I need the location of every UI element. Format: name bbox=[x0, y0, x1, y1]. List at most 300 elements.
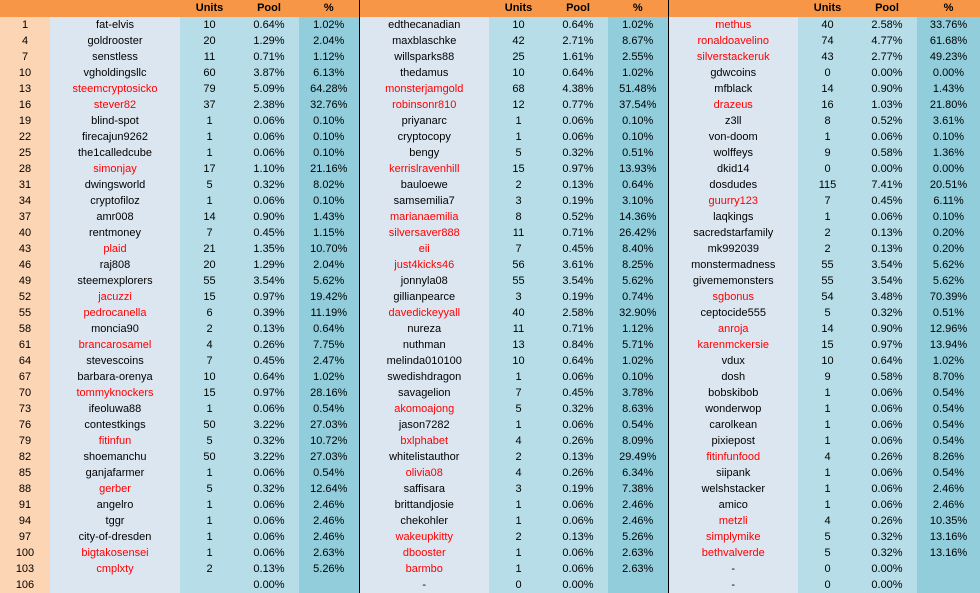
percent-cell[interactable]: 2.46% bbox=[608, 513, 668, 529]
percent-cell[interactable]: 8.67% bbox=[608, 33, 668, 49]
units-cell[interactable]: 8 bbox=[489, 209, 548, 225]
percent-cell[interactable]: 27.03% bbox=[299, 417, 359, 433]
units-cell[interactable]: 15 bbox=[798, 337, 857, 353]
name-cell[interactable]: siipank bbox=[668, 465, 798, 481]
units-cell[interactable]: 4 bbox=[489, 465, 548, 481]
name-cell[interactable]: whitelistauthor bbox=[359, 449, 489, 465]
name-cell[interactable]: davedickeyyall bbox=[359, 305, 489, 321]
pool-cell[interactable]: 0.06% bbox=[239, 513, 299, 529]
percent-cell[interactable]: 1.02% bbox=[917, 353, 980, 369]
percent-cell[interactable]: 0.10% bbox=[299, 129, 359, 145]
header-rank[interactable] bbox=[0, 0, 50, 17]
pool-cell[interactable]: 0.06% bbox=[857, 465, 917, 481]
percent-cell[interactable]: 5.62% bbox=[917, 273, 980, 289]
percent-cell[interactable]: 2.04% bbox=[299, 257, 359, 273]
percent-cell[interactable]: 8.26% bbox=[917, 449, 980, 465]
rank-cell[interactable]: 61 bbox=[0, 337, 50, 353]
pool-cell[interactable]: 0.26% bbox=[857, 449, 917, 465]
units-cell[interactable]: 10 bbox=[180, 17, 239, 33]
rank-cell[interactable]: 97 bbox=[0, 529, 50, 545]
pool-cell[interactable]: 0.97% bbox=[548, 161, 608, 177]
name-cell[interactable]: bauloewe bbox=[359, 177, 489, 193]
pool-cell[interactable]: 3.54% bbox=[857, 257, 917, 273]
name-cell[interactable]: carolkean bbox=[668, 417, 798, 433]
pool-cell[interactable]: 0.45% bbox=[548, 241, 608, 257]
name-cell[interactable]: saffisara bbox=[359, 481, 489, 497]
units-cell[interactable]: 40 bbox=[489, 305, 548, 321]
percent-cell[interactable]: 0.10% bbox=[299, 145, 359, 161]
rank-cell[interactable]: 55 bbox=[0, 305, 50, 321]
name-cell[interactable]: wolffeys bbox=[668, 145, 798, 161]
units-cell[interactable] bbox=[180, 577, 239, 593]
percent-cell[interactable]: 37.54% bbox=[608, 97, 668, 113]
name-cell[interactable]: wakeupkitty bbox=[359, 529, 489, 545]
name-cell[interactable]: silverstackeruk bbox=[668, 49, 798, 65]
units-cell[interactable]: 2 bbox=[180, 321, 239, 337]
percent-cell[interactable]: 1.02% bbox=[608, 65, 668, 81]
pool-cell[interactable]: 0.32% bbox=[548, 145, 608, 161]
name-cell[interactable]: bengy bbox=[359, 145, 489, 161]
name-cell[interactable]: sgbonus bbox=[668, 289, 798, 305]
pool-cell[interactable]: 0.97% bbox=[239, 385, 299, 401]
pool-cell[interactable]: 1.29% bbox=[239, 33, 299, 49]
percent-cell[interactable]: 1.02% bbox=[608, 353, 668, 369]
name-cell[interactable]: senstless bbox=[50, 49, 180, 65]
units-cell[interactable]: 1 bbox=[798, 129, 857, 145]
name-cell[interactable]: moncia90 bbox=[50, 321, 180, 337]
rank-cell[interactable]: 52 bbox=[0, 289, 50, 305]
units-cell[interactable]: 5 bbox=[798, 529, 857, 545]
percent-cell[interactable]: 0.54% bbox=[917, 465, 980, 481]
units-cell[interactable]: 15 bbox=[180, 385, 239, 401]
percent-cell[interactable]: 2.04% bbox=[299, 33, 359, 49]
name-cell[interactable]: thedamus bbox=[359, 65, 489, 81]
rank-cell[interactable]: 58 bbox=[0, 321, 50, 337]
name-cell[interactable] bbox=[50, 577, 180, 593]
units-cell[interactable]: 1 bbox=[489, 417, 548, 433]
percent-cell[interactable]: 3.10% bbox=[608, 193, 668, 209]
units-cell[interactable]: 10 bbox=[180, 369, 239, 385]
percent-cell[interactable]: 6.11% bbox=[917, 193, 980, 209]
percent-cell[interactable]: 0.10% bbox=[917, 209, 980, 225]
name-cell[interactable]: pedrocanella bbox=[50, 305, 180, 321]
units-cell[interactable]: 1 bbox=[180, 193, 239, 209]
name-cell[interactable]: wonderwop bbox=[668, 401, 798, 417]
pool-cell[interactable]: 0.26% bbox=[239, 337, 299, 353]
pool-cell[interactable]: 0.90% bbox=[239, 209, 299, 225]
name-cell[interactable]: cryptocopy bbox=[359, 129, 489, 145]
rank-cell[interactable]: 91 bbox=[0, 497, 50, 513]
name-cell[interactable]: cryptofiloz bbox=[50, 193, 180, 209]
name-cell[interactable]: mk992039 bbox=[668, 241, 798, 257]
percent-cell[interactable]: 0.51% bbox=[608, 145, 668, 161]
pool-cell[interactable]: 0.06% bbox=[548, 369, 608, 385]
units-cell[interactable]: 7 bbox=[180, 353, 239, 369]
percent-cell[interactable]: 70.39% bbox=[917, 289, 980, 305]
percent-cell[interactable]: 0.10% bbox=[299, 113, 359, 129]
units-cell[interactable]: 13 bbox=[489, 337, 548, 353]
units-cell[interactable]: 6 bbox=[180, 305, 239, 321]
pool-cell[interactable]: 0.00% bbox=[857, 65, 917, 81]
name-cell[interactable]: sacredstarfamily bbox=[668, 225, 798, 241]
percent-cell[interactable]: 2.46% bbox=[299, 513, 359, 529]
header-pool-3[interactable]: Pool bbox=[857, 0, 917, 17]
units-cell[interactable]: 14 bbox=[180, 209, 239, 225]
units-cell[interactable]: 2 bbox=[489, 529, 548, 545]
percent-cell[interactable]: 3.61% bbox=[917, 113, 980, 129]
name-cell[interactable]: monstermadness bbox=[668, 257, 798, 273]
units-cell[interactable]: 9 bbox=[798, 369, 857, 385]
pool-cell[interactable]: 0.13% bbox=[857, 241, 917, 257]
units-cell[interactable]: 10 bbox=[489, 353, 548, 369]
rank-cell[interactable]: 94 bbox=[0, 513, 50, 529]
pool-cell[interactable]: 0.39% bbox=[239, 305, 299, 321]
units-cell[interactable]: 0 bbox=[798, 161, 857, 177]
name-cell[interactable]: contestkings bbox=[50, 417, 180, 433]
pool-cell[interactable]: 0.64% bbox=[548, 353, 608, 369]
pool-cell[interactable]: 3.22% bbox=[239, 417, 299, 433]
units-cell[interactable]: 1 bbox=[798, 385, 857, 401]
pool-cell[interactable]: 0.71% bbox=[548, 225, 608, 241]
pool-cell[interactable]: 0.32% bbox=[239, 177, 299, 193]
pool-cell[interactable]: 3.54% bbox=[239, 273, 299, 289]
units-cell[interactable]: 7 bbox=[489, 241, 548, 257]
name-cell[interactable]: olivia08 bbox=[359, 465, 489, 481]
units-cell[interactable]: 1 bbox=[798, 481, 857, 497]
header-units-2[interactable]: Units bbox=[489, 0, 548, 17]
rank-cell[interactable]: 103 bbox=[0, 561, 50, 577]
percent-cell[interactable]: 2.63% bbox=[299, 545, 359, 561]
percent-cell[interactable]: 1.12% bbox=[608, 321, 668, 337]
pool-cell[interactable]: 0.52% bbox=[857, 113, 917, 129]
percent-cell[interactable]: 12.96% bbox=[917, 321, 980, 337]
name-cell[interactable]: dosdudes bbox=[668, 177, 798, 193]
pool-cell[interactable]: 0.90% bbox=[857, 321, 917, 337]
pool-cell[interactable]: 0.06% bbox=[548, 113, 608, 129]
name-cell[interactable]: dwingsworld bbox=[50, 177, 180, 193]
pool-cell[interactable]: 4.38% bbox=[548, 81, 608, 97]
percent-cell[interactable]: 19.42% bbox=[299, 289, 359, 305]
name-cell[interactable]: vdux bbox=[668, 353, 798, 369]
percent-cell[interactable]: 27.03% bbox=[299, 449, 359, 465]
units-cell[interactable]: 5 bbox=[180, 433, 239, 449]
percent-cell[interactable]: 2.47% bbox=[299, 353, 359, 369]
units-cell[interactable]: 79 bbox=[180, 81, 239, 97]
units-cell[interactable]: 2 bbox=[798, 225, 857, 241]
units-cell[interactable]: 1 bbox=[180, 465, 239, 481]
units-cell[interactable]: 11 bbox=[180, 49, 239, 65]
units-cell[interactable]: 1 bbox=[798, 209, 857, 225]
pool-cell[interactable]: 0.00% bbox=[239, 577, 299, 593]
percent-cell[interactable]: 2.63% bbox=[608, 545, 668, 561]
units-cell[interactable]: 42 bbox=[489, 33, 548, 49]
name-cell[interactable]: dosh bbox=[668, 369, 798, 385]
pool-cell[interactable]: 0.45% bbox=[857, 193, 917, 209]
pool-cell[interactable]: 0.06% bbox=[548, 513, 608, 529]
name-cell[interactable]: priyanarc bbox=[359, 113, 489, 129]
pool-cell[interactable]: 0.13% bbox=[239, 561, 299, 577]
name-cell[interactable]: fat-elvis bbox=[50, 17, 180, 33]
percent-cell[interactable]: 14.36% bbox=[608, 209, 668, 225]
pool-cell[interactable]: 0.06% bbox=[239, 529, 299, 545]
pool-cell[interactable]: 0.06% bbox=[857, 401, 917, 417]
pool-cell[interactable]: 0.06% bbox=[239, 113, 299, 129]
pool-cell[interactable]: 0.26% bbox=[548, 433, 608, 449]
units-cell[interactable]: 2 bbox=[489, 449, 548, 465]
rank-cell[interactable]: 43 bbox=[0, 241, 50, 257]
units-cell[interactable]: 3 bbox=[489, 289, 548, 305]
name-cell[interactable]: gerber bbox=[50, 481, 180, 497]
percent-cell[interactable]: 21.80% bbox=[917, 97, 980, 113]
name-cell[interactable]: marianaemilia bbox=[359, 209, 489, 225]
percent-cell[interactable]: 11.19% bbox=[299, 305, 359, 321]
percent-cell[interactable]: 0.00% bbox=[917, 161, 980, 177]
units-cell[interactable]: 5 bbox=[798, 545, 857, 561]
percent-cell[interactable]: 0.20% bbox=[917, 241, 980, 257]
percent-cell[interactable]: 61.68% bbox=[917, 33, 980, 49]
percent-cell[interactable]: 10.72% bbox=[299, 433, 359, 449]
percent-cell[interactable]: 0.51% bbox=[917, 305, 980, 321]
units-cell[interactable]: 4 bbox=[798, 513, 857, 529]
percent-cell[interactable] bbox=[608, 577, 668, 593]
percent-cell[interactable]: 2.46% bbox=[917, 481, 980, 497]
units-cell[interactable]: 7 bbox=[180, 225, 239, 241]
name-cell[interactable]: amico bbox=[668, 497, 798, 513]
pool-cell[interactable]: 0.06% bbox=[239, 465, 299, 481]
pool-cell[interactable]: 3.48% bbox=[857, 289, 917, 305]
rank-cell[interactable]: 106 bbox=[0, 577, 50, 593]
units-cell[interactable]: 9 bbox=[798, 145, 857, 161]
units-cell[interactable]: 21 bbox=[180, 241, 239, 257]
units-cell[interactable]: 1 bbox=[489, 497, 548, 513]
pool-cell[interactable]: 0.06% bbox=[239, 401, 299, 417]
pool-cell[interactable]: 0.71% bbox=[548, 321, 608, 337]
pool-cell[interactable]: 3.61% bbox=[548, 257, 608, 273]
percent-cell[interactable]: 29.49% bbox=[608, 449, 668, 465]
pool-cell[interactable]: 3.54% bbox=[857, 273, 917, 289]
pool-cell[interactable]: 0.64% bbox=[239, 17, 299, 33]
name-cell[interactable]: just4kicks46 bbox=[359, 257, 489, 273]
units-cell[interactable]: 0 bbox=[798, 65, 857, 81]
rank-cell[interactable]: 13 bbox=[0, 81, 50, 97]
name-cell[interactable]: givememonsters bbox=[668, 273, 798, 289]
percent-cell[interactable]: 1.36% bbox=[917, 145, 980, 161]
pool-cell[interactable]: 0.00% bbox=[857, 161, 917, 177]
pool-cell[interactable]: 0.06% bbox=[857, 433, 917, 449]
units-cell[interactable]: 12 bbox=[489, 97, 548, 113]
units-cell[interactable]: 1 bbox=[180, 129, 239, 145]
percent-cell[interactable]: 0.00% bbox=[917, 65, 980, 81]
rank-cell[interactable]: 76 bbox=[0, 417, 50, 433]
percent-cell[interactable]: 10.35% bbox=[917, 513, 980, 529]
units-cell[interactable]: 1 bbox=[798, 465, 857, 481]
percent-cell[interactable]: 2.46% bbox=[299, 529, 359, 545]
name-cell[interactable]: goldrooster bbox=[50, 33, 180, 49]
name-cell[interactable]: gdwcoins bbox=[668, 65, 798, 81]
name-cell[interactable]: guurry123 bbox=[668, 193, 798, 209]
rank-cell[interactable]: 70 bbox=[0, 385, 50, 401]
rank-cell[interactable]: 67 bbox=[0, 369, 50, 385]
percent-cell[interactable]: 0.54% bbox=[917, 401, 980, 417]
percent-cell[interactable]: 1.02% bbox=[299, 369, 359, 385]
percent-cell[interactable]: 8.63% bbox=[608, 401, 668, 417]
pool-cell[interactable]: 0.64% bbox=[548, 65, 608, 81]
pool-cell[interactable]: 0.06% bbox=[239, 545, 299, 561]
pool-cell[interactable]: 0.97% bbox=[857, 337, 917, 353]
units-cell[interactable]: 43 bbox=[798, 49, 857, 65]
percent-cell[interactable]: 5.62% bbox=[299, 273, 359, 289]
percent-cell[interactable]: 13.93% bbox=[608, 161, 668, 177]
rank-cell[interactable]: 73 bbox=[0, 401, 50, 417]
pool-cell[interactable]: 5.09% bbox=[239, 81, 299, 97]
units-cell[interactable]: 115 bbox=[798, 177, 857, 193]
pool-cell[interactable]: 2.58% bbox=[857, 17, 917, 33]
percent-cell[interactable]: 32.90% bbox=[608, 305, 668, 321]
rank-cell[interactable]: 10 bbox=[0, 65, 50, 81]
percent-cell[interactable]: 1.15% bbox=[299, 225, 359, 241]
pool-cell[interactable]: 0.64% bbox=[548, 17, 608, 33]
percent-cell[interactable]: 6.34% bbox=[608, 465, 668, 481]
rank-cell[interactable]: 31 bbox=[0, 177, 50, 193]
pool-cell[interactable]: 0.00% bbox=[857, 577, 917, 593]
units-cell[interactable]: 50 bbox=[180, 449, 239, 465]
rank-cell[interactable]: 82 bbox=[0, 449, 50, 465]
percent-cell[interactable]: 5.26% bbox=[608, 529, 668, 545]
name-cell[interactable]: chekohler bbox=[359, 513, 489, 529]
percent-cell[interactable]: 20.51% bbox=[917, 177, 980, 193]
name-cell[interactable]: welshstacker bbox=[668, 481, 798, 497]
name-cell[interactable]: blind-spot bbox=[50, 113, 180, 129]
pool-cell[interactable]: 0.58% bbox=[857, 369, 917, 385]
percent-cell[interactable]: 0.54% bbox=[917, 385, 980, 401]
percent-cell[interactable]: 13.16% bbox=[917, 545, 980, 561]
name-cell[interactable]: kerrislravenhill bbox=[359, 161, 489, 177]
percent-cell[interactable]: 0.10% bbox=[608, 129, 668, 145]
pool-cell[interactable]: 0.13% bbox=[239, 321, 299, 337]
name-cell[interactable]: stever82 bbox=[50, 97, 180, 113]
pool-cell[interactable]: 0.45% bbox=[239, 353, 299, 369]
percent-cell[interactable]: 5.71% bbox=[608, 337, 668, 353]
header-percent-1[interactable]: % bbox=[299, 0, 359, 17]
name-cell[interactable]: samsemilia7 bbox=[359, 193, 489, 209]
pool-cell[interactable]: 7.41% bbox=[857, 177, 917, 193]
units-cell[interactable]: 0 bbox=[798, 577, 857, 593]
name-cell[interactable]: von-doom bbox=[668, 129, 798, 145]
name-cell[interactable]: tommyknockers bbox=[50, 385, 180, 401]
units-cell[interactable]: 74 bbox=[798, 33, 857, 49]
name-cell[interactable]: metzli bbox=[668, 513, 798, 529]
pool-cell[interactable]: 0.71% bbox=[239, 49, 299, 65]
rank-cell[interactable]: 40 bbox=[0, 225, 50, 241]
percent-cell[interactable]: 2.46% bbox=[299, 497, 359, 513]
pool-cell[interactable]: 0.06% bbox=[239, 497, 299, 513]
rank-cell[interactable]: 85 bbox=[0, 465, 50, 481]
pool-cell[interactable]: 3.22% bbox=[239, 449, 299, 465]
percent-cell[interactable]: 8.02% bbox=[299, 177, 359, 193]
units-cell[interactable]: 54 bbox=[798, 289, 857, 305]
pool-cell[interactable]: 0.06% bbox=[857, 417, 917, 433]
name-cell[interactable]: the1calledcube bbox=[50, 145, 180, 161]
name-cell[interactable]: nureza bbox=[359, 321, 489, 337]
units-cell[interactable]: 15 bbox=[489, 161, 548, 177]
percent-cell[interactable]: 28.16% bbox=[299, 385, 359, 401]
name-cell[interactable]: fitinfun bbox=[50, 433, 180, 449]
header-percent-2[interactable]: % bbox=[608, 0, 668, 17]
units-cell[interactable]: 2 bbox=[489, 177, 548, 193]
units-cell[interactable]: 1 bbox=[489, 513, 548, 529]
rank-cell[interactable]: 49 bbox=[0, 273, 50, 289]
pool-cell[interactable]: 0.84% bbox=[548, 337, 608, 353]
pool-cell[interactable]: 0.06% bbox=[548, 129, 608, 145]
pool-cell[interactable]: 0.06% bbox=[239, 129, 299, 145]
pool-cell[interactable]: 0.45% bbox=[548, 385, 608, 401]
units-cell[interactable]: 1 bbox=[180, 401, 239, 417]
rank-cell[interactable]: 4 bbox=[0, 33, 50, 49]
pool-cell[interactable]: 0.06% bbox=[857, 129, 917, 145]
header-pool-1[interactable]: Pool bbox=[239, 0, 299, 17]
percent-cell[interactable]: 1.43% bbox=[299, 209, 359, 225]
name-cell[interactable]: - bbox=[668, 577, 798, 593]
header-name-1[interactable] bbox=[50, 0, 180, 17]
pool-cell[interactable]: 0.19% bbox=[548, 481, 608, 497]
units-cell[interactable]: 55 bbox=[489, 273, 548, 289]
pool-cell[interactable]: 0.06% bbox=[548, 417, 608, 433]
name-cell[interactable]: savagelion bbox=[359, 385, 489, 401]
name-cell[interactable]: ganjafarmer bbox=[50, 465, 180, 481]
name-cell[interactable]: bobskibob bbox=[668, 385, 798, 401]
name-cell[interactable]: - bbox=[359, 577, 489, 593]
name-cell[interactable]: steemcryptosicko bbox=[50, 81, 180, 97]
name-cell[interactable]: firecajun9262 bbox=[50, 129, 180, 145]
units-cell[interactable]: 3 bbox=[489, 193, 548, 209]
units-cell[interactable]: 2 bbox=[798, 241, 857, 257]
pool-cell[interactable]: 0.06% bbox=[548, 545, 608, 561]
units-cell[interactable]: 1 bbox=[180, 529, 239, 545]
percent-cell[interactable]: 7.38% bbox=[608, 481, 668, 497]
units-cell[interactable]: 7 bbox=[489, 385, 548, 401]
percent-cell[interactable]: 0.10% bbox=[608, 113, 668, 129]
rank-cell[interactable]: 64 bbox=[0, 353, 50, 369]
units-cell[interactable]: 1 bbox=[489, 113, 548, 129]
percent-cell[interactable]: 5.26% bbox=[299, 561, 359, 577]
name-cell[interactable]: bethvalverde bbox=[668, 545, 798, 561]
units-cell[interactable]: 25 bbox=[489, 49, 548, 65]
units-cell[interactable]: 17 bbox=[180, 161, 239, 177]
percent-cell[interactable]: 6.13% bbox=[299, 65, 359, 81]
percent-cell[interactable]: 0.74% bbox=[608, 289, 668, 305]
percent-cell[interactable]: 64.28% bbox=[299, 81, 359, 97]
name-cell[interactable]: city-of-dresden bbox=[50, 529, 180, 545]
name-cell[interactable]: bxlphabet bbox=[359, 433, 489, 449]
pool-cell[interactable]: 1.61% bbox=[548, 49, 608, 65]
units-cell[interactable]: 14 bbox=[798, 321, 857, 337]
name-cell[interactable]: melinda010100 bbox=[359, 353, 489, 369]
rank-cell[interactable]: 79 bbox=[0, 433, 50, 449]
units-cell[interactable]: 0 bbox=[489, 577, 548, 593]
pool-cell[interactable]: 0.06% bbox=[857, 481, 917, 497]
units-cell[interactable]: 10 bbox=[489, 65, 548, 81]
name-cell[interactable]: cmplxty bbox=[50, 561, 180, 577]
pool-cell[interactable]: 0.06% bbox=[239, 145, 299, 161]
units-cell[interactable]: 56 bbox=[489, 257, 548, 273]
percent-cell[interactable]: 1.02% bbox=[299, 17, 359, 33]
units-cell[interactable]: 1 bbox=[180, 497, 239, 513]
name-cell[interactable]: laqkings bbox=[668, 209, 798, 225]
pool-cell[interactable]: 3.87% bbox=[239, 65, 299, 81]
percent-cell[interactable]: 2.63% bbox=[608, 561, 668, 577]
pool-cell[interactable]: 0.06% bbox=[857, 209, 917, 225]
rank-cell[interactable]: 22 bbox=[0, 129, 50, 145]
